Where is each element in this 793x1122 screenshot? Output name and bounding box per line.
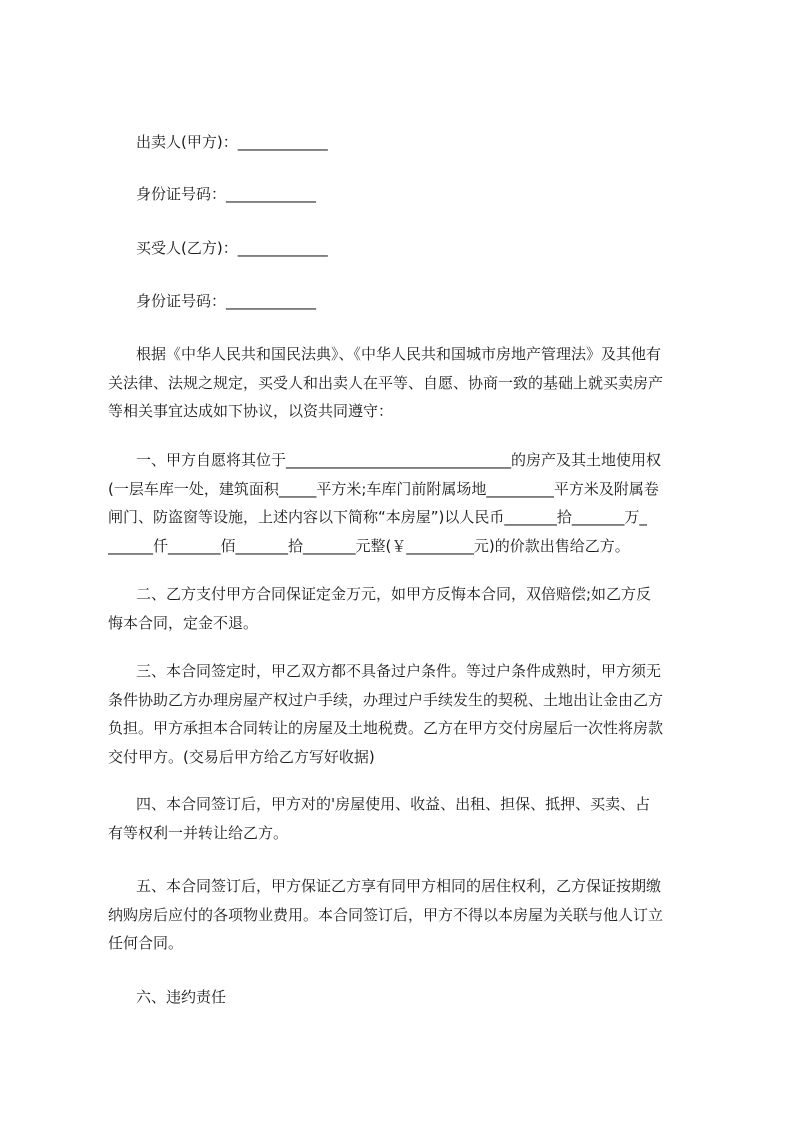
clause-1: [108, 446, 710, 560]
seller-id-field: 身份证号码：____________: [136, 185, 317, 203]
clause-line: 任何合同。: [108, 934, 184, 952]
clause-6-title: 六、违约责任: [136, 988, 227, 1006]
clause-line: 二、乙方支付甲方合同保证定金万元，如甲方反悔本合同，双倍赔偿;如乙方反: [136, 585, 652, 603]
intro-line: 关法律、法规之规定，买受人和出卖人在平等、自愿、协商一致的基础上就买卖房产: [108, 373, 664, 392]
clause-line: 四、本合同签订后，甲方对的'房屋使用、收益、出租、担保、抵押、买卖、占: [136, 795, 651, 813]
intro-line: 根据《中华人民共和国民法典》、《中华人民共和国城市房地产管理法》及其他有: [136, 345, 662, 363]
clause-line: 三、本合同签定时，甲乙双方都不具备过户条件。等过户条件成熟时，甲方须无: [136, 662, 662, 680]
clause-2: [108, 580, 710, 637]
intro-line: 等相关事宜达成如下协议，以资共同遵守：: [108, 402, 394, 420]
clause-3: [108, 657, 710, 771]
clause-line: 五、本合同签订后，甲方保证乙方享有同甲方相同的居住权利，乙方保证按期缴: [136, 877, 662, 895]
clause-line: 条件协助乙方办理房屋产权过户手续，办理过户手续发生的契税、土地出让金由乙方: [108, 690, 664, 709]
clause-5: [108, 872, 710, 958]
clause-line: 纳购房后应付的各项物业费用。本合同签订后，甲方不得以本房屋为关联与他人订立: [108, 905, 664, 924]
clause-4: [108, 790, 710, 847]
clause-line: 一、甲方自愿将其位于______________________________的房产及其土地使用权: [136, 451, 662, 469]
clause-line: 悔本合同，定金不退。: [108, 613, 259, 632]
seller-field: 出卖人(甲方)：____________: [136, 133, 328, 151]
clause-line: 交付甲方。(交易后甲方给乙方写好收据): [108, 747, 375, 766]
clause-line: 负担。甲方承担本合同转让的房屋及土地税费。乙方在甲方交付房屋后一次性将房款: [108, 719, 664, 737]
clause-line: ______仟_______佰_______拾_______元整(￥_________元)的价款出售给乙方。: [108, 536, 630, 555]
buyer-field: 买受人(乙方)：____________: [136, 239, 328, 257]
clause-line: (一层车库一处，建筑面积_____平方米;车库门前附属场地_________平方米及附属卷: [108, 479, 659, 498]
buyer-id-field: 身份证号码：____________: [136, 292, 317, 310]
clause-line: 闸门、防盗窗等设施，上述内容以下简称“本房屋”)以人民币_______拾_______万_: [108, 508, 647, 526]
clause-line: 有等权利一并转让给乙方。: [108, 823, 289, 842]
intro-paragraph: [108, 340, 710, 426]
